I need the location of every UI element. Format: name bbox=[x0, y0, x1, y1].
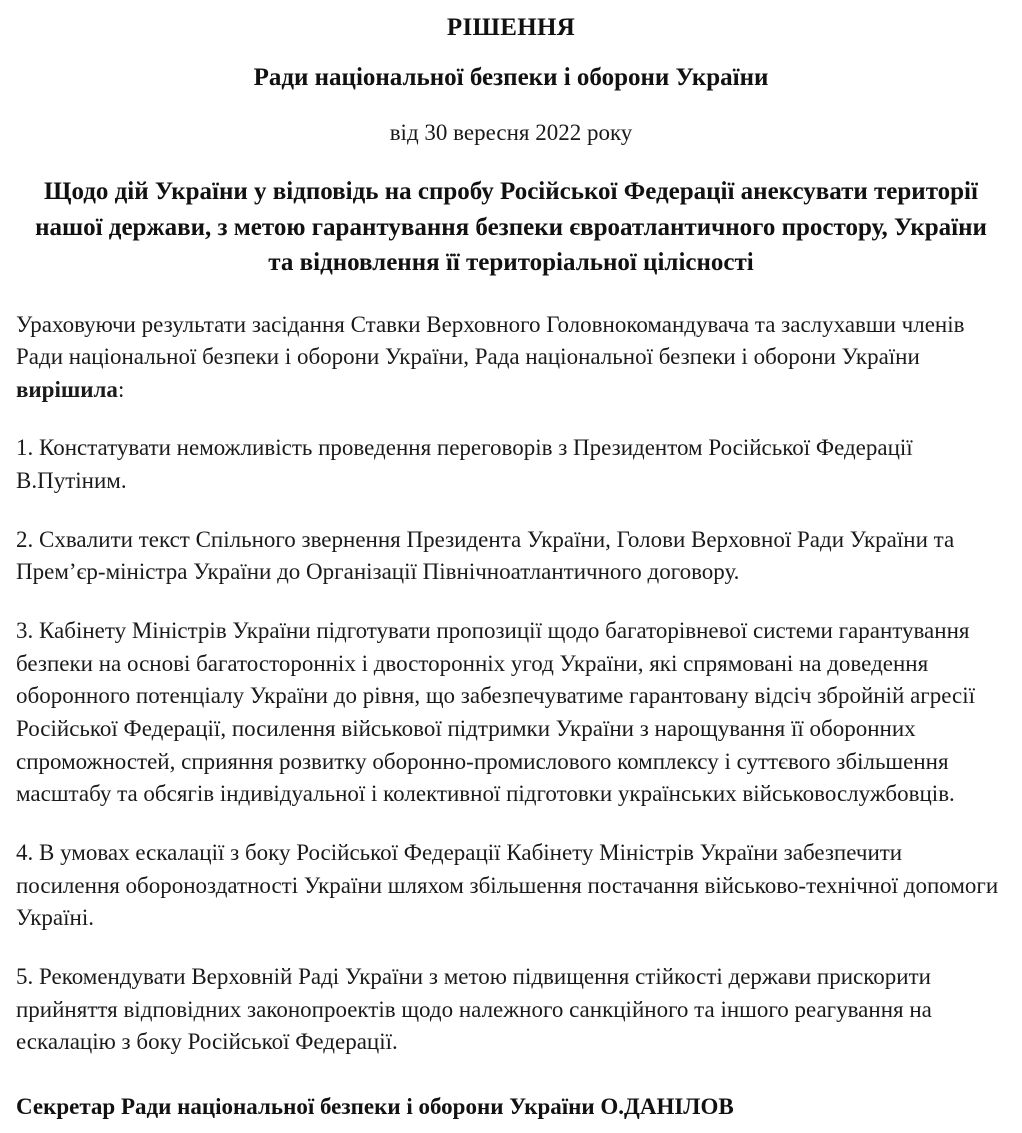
preamble-text-end: : bbox=[117, 376, 125, 402]
decision-item: 3. Кабінету Міністрів України підготувати пропозиції щодо багаторівневої системи гарантування безпеки на основі багатосторонніх і двосторонніх угод України, які спрямовані на доведення оборонного потенціалу України до рівня, що забезпечуватиме гарантовану відсіч збройній агресії Російської Федерації, посилення військової підтримки України з нарощування її оборонних спроможностей, сприяння розвитку оборонно-промислового комплексу і суттєвого збільшення масштабу та обсягів індивідуальної і колективної підготовки українських військовослужбовців. bbox=[16, 618, 975, 807]
decision-item: 1. Констатувати неможливість проведення переговорів з Президентом Російської Федерації В.Путіним. bbox=[16, 435, 913, 494]
decision-item: 4. В умовах ескалації з боку Російської Федерації Кабінету Міністрів України забезпечити посилення обороноздатності України шляхом збільшення постачання військово-технічної допомоги Україні. bbox=[16, 840, 999, 931]
document-date: від 30 вересня 2022 року bbox=[389, 120, 633, 145]
document-subtitle: Ради національної безпеки і оборони України bbox=[253, 64, 769, 91]
decision-item: 2. Схвалити текст Спільного звернення Президента України, Голови Верховної Ради України та Прем’єр-міністра України до Організації Північноатлантичного договору. bbox=[16, 526, 955, 585]
decision-item: 5. Рекомендувати Верховній Раді України з метою підвищення стійкості держави прискорити прийняття відповідних законопроектів щодо належного санкційного та іншого реагування на ескалацію з боку Російської Федерації. bbox=[16, 964, 932, 1055]
preamble-paragraph bbox=[16, 309, 1006, 407]
preamble-text-start: Ураховуючи результати засідання Ставки Верховного Головнокомандувача та заслухавши членів Ради національної безпеки і оборони України, Рада національної безпеки і оборони України bbox=[16, 311, 965, 370]
document-signature: Секретар Ради національної безпеки і оборони України О.ДАНІЛОВ bbox=[16, 1093, 734, 1119]
document-title: РІШЕННЯ bbox=[446, 14, 576, 41]
document-heading: Щодо дій України у відповідь на спробу Російської Федерації анексувати території нашої держави, з метою гарантування безпеки євроатлантичного простору, України та відновлення її територіальної цілісності bbox=[35, 178, 987, 276]
preamble-emphasis: вирішила bbox=[16, 376, 118, 402]
